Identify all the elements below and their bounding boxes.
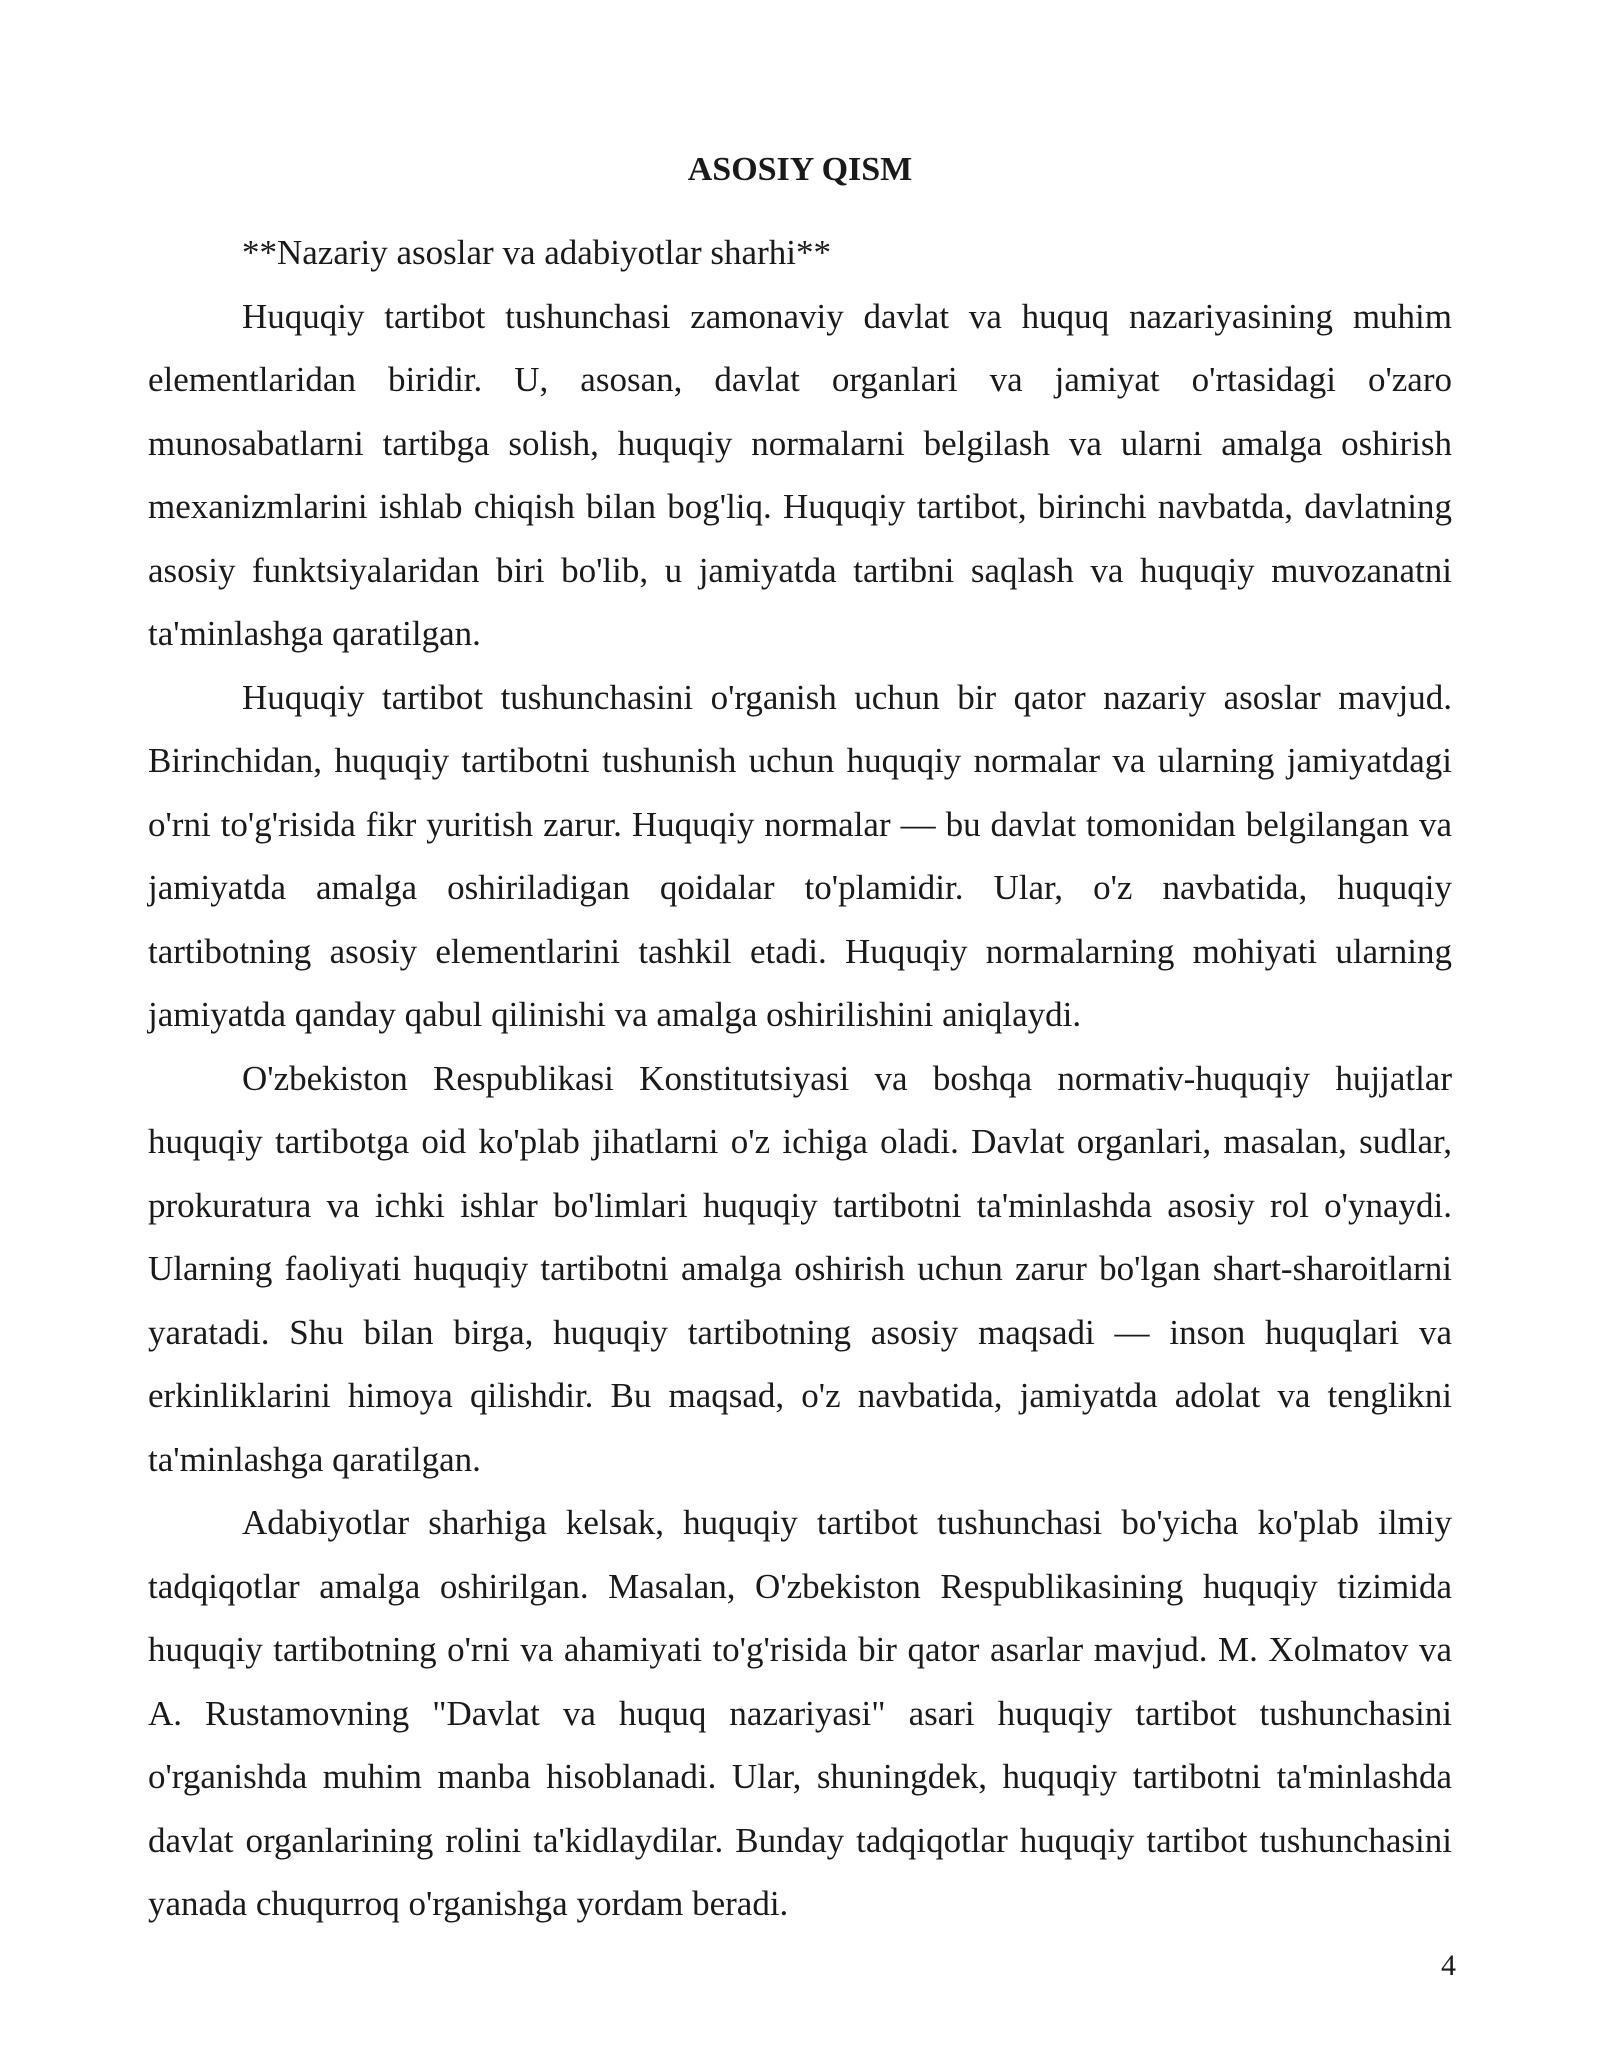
body-text xyxy=(148,221,1452,1936)
section-heading: ASOSIY QISM xyxy=(687,151,913,188)
paragraph-2: Huquqiy tartibot tushunchasini o'rganish uchun bir qator nazariy asoslar mavjud. Birinchidan, huquqiy tartibotni tushunish uchun huquqiy normalar va ularning jamiyatdagi o'rni to'g'risida fikr yuritish zarur. Huquqiy normalar — bu davlat tomonidan belgilangan va jamiyatda amalga oshiriladigan qoidalar to'plamidir. Ular, o'z navbatida, huquqiy tartibotning asosiy elementlarini tashkil etadi. Huquqiy normalarning mohiyati ularning jamiyatda qanday qabul qilinishi va amalga oshirilishini aniqlaydi. xyxy=(148,677,1452,1034)
paragraph-4: Adabiyotlar sharhiga kelsak, huquqiy tartibot tushunchasi bo'yicha ko'plab ilmiy tadqiqotlar amalga oshirilgan. Masalan, O'zbekiston Respublikasining huquqiy tizimida huquqiy tartibotning o'rni va ahamiyati to'g'risida bir qator asarlar mavjud. M. Xolmatov va A. Rustamovning "Davlat va huquq nazariyasi" asari huquqiy tartibot tushunchasini o'rganishda muhim manba hisoblanadi. Ular, shuningdek, huquqiy tartibotni ta'minlashda davlat organlarining rolini ta'kidlaydilar. Bunday tadqiqotlar huquqiy tartibot tushunchasini yanada chuqurroq o'rganishga yordam beradi. xyxy=(148,1503,1452,1923)
subsection-title: **Nazariy asoslar va adabiyotlar sharhi** xyxy=(242,233,831,272)
paragraph-3: O'zbekiston Respublikasi Konstitutsiyasi va boshqa normativ-huquqiy hujjatlar huquqiy tartibotga oid ko'plab jihatlarni o'z ichiga oladi. Davlat organlari, masalan, sudlar, prokuratura va ichki ishlar bo'limlari huquqiy tartibotni ta'minlashda asosiy rol o'ynaydi. Ularning faoliyati huquqiy tartibotni amalga oshirish uchun zarur bo'lgan shart-sharoitlarni yaratadi. Shu bilan birga, huquqiy tartibotning asosiy maqsadi — inson huquqlari va erkinliklarini himoya qilishdir. Bu maqsad, o'z navbatida, jamiyatda adolat va tenglikni ta'minlashga qaratilgan. xyxy=(148,1058,1452,1479)
page-number: 4 xyxy=(1441,1949,1456,1982)
paragraph-1: Huquqiy tartibot tushunchasi zamonaviy davlat va huquq nazariyasining muhim elementlaridan biridir. U, asosan, davlat organlari va jamiyat o'rtasidagi o'zaro munosabatlarni tartibga solish, huquqiy normalarni belgilash va ularni amalga oshirish mexanizmlarini ishlab chiqish bilan bog'liq. Huquqiy tartibot, birinchi navbatda, davlatning asosiy funktsiyalaridan biri bo'lib, u jamiyatda tartibni saqlash va huquqiy muvozanatni ta'minlashga qaratilgan. xyxy=(148,296,1452,653)
